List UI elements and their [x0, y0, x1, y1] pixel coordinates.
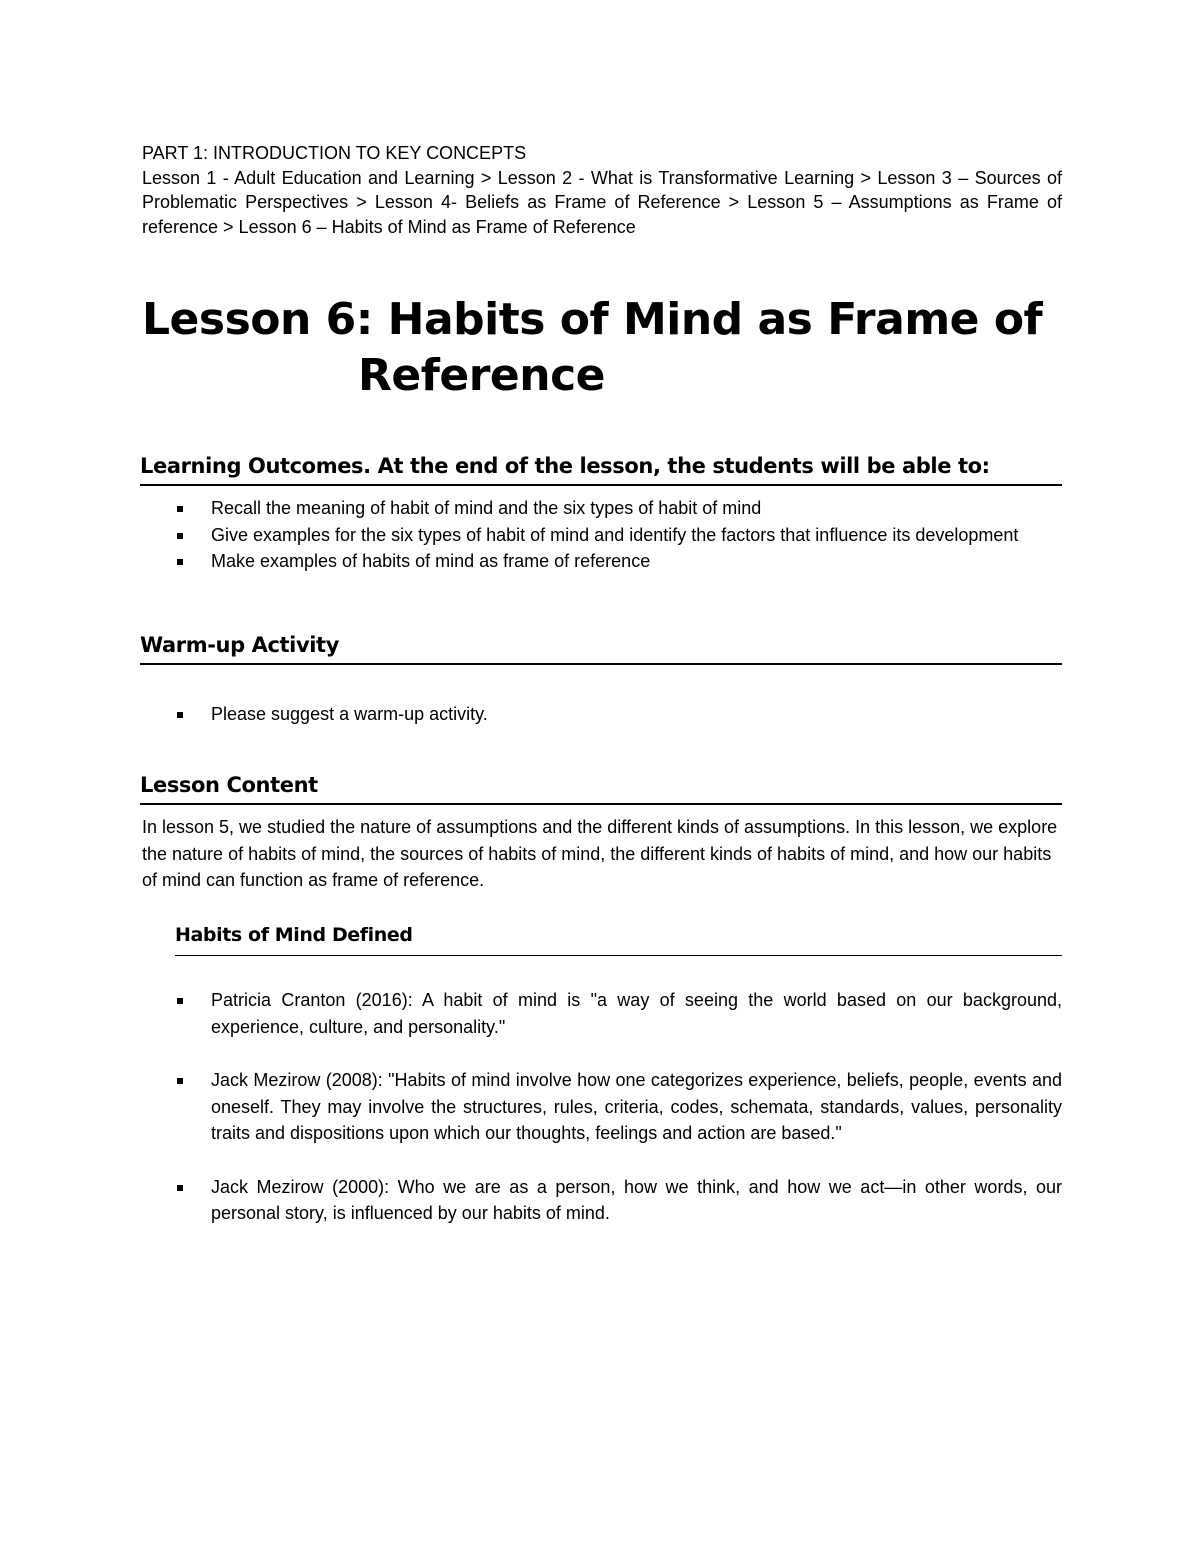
habits-defined-heading: Habits of Mind Defined	[175, 921, 1062, 956]
warm-up-list	[175, 701, 1062, 728]
list-item-text: Make examples of habits of mind as frame of reference	[211, 551, 651, 571]
lesson-content-heading: Lesson Content	[140, 771, 1062, 805]
list-item-text: Please suggest a warm-up activity.	[211, 704, 488, 724]
list-item-text: Jack Mezirow (2008): "Habits of mind involve how one categorizes experience, beliefs, people, events and oneself. They may involve the structures, rules, criteria, codes, schemata, standards, values, personality traits and dispositions upon which our thoughts, feelings and action are based."	[211, 1070, 1062, 1143]
list-item	[175, 1174, 1062, 1227]
habits-defined-list	[175, 987, 1062, 1254]
list-item	[175, 522, 1062, 549]
list-item	[175, 987, 1062, 1040]
square-bullet-icon	[177, 712, 183, 718]
learning-outcomes-heading: Learning Outcomes. At the end of the lesson, the students will be able to:	[140, 452, 1062, 486]
list-item-text: Recall the meaning of habit of mind and the six types of habit of mind	[211, 498, 762, 518]
page-title-line-1: Lesson 6: Habits of Mind as Frame of	[142, 294, 1043, 345]
part-title: PART 1: INTRODUCTION TO KEY CONCEPTS	[142, 143, 527, 163]
list-item	[175, 1067, 1062, 1147]
list-item	[175, 701, 1062, 728]
square-bullet-icon	[177, 506, 183, 512]
page-title-line-2: Reference	[358, 350, 605, 401]
list-item	[175, 548, 1062, 575]
square-bullet-icon	[177, 998, 183, 1004]
lesson-content-paragraph: In lesson 5, we studied the nature of assumptions and the different kinds of assumptions. In this lesson, we explore the nature of habits of mind, the sources of habits of mind, the different kinds of habits of mind, and how our habits of mind can function as frame of reference.	[142, 817, 1058, 890]
warm-up-heading: Warm-up Activity	[140, 631, 1062, 665]
list-item-text: Jack Mezirow (2000): Who we are as a person, how we think, and how we act—in other words, our personal story, is influenced by our habits of mind.	[211, 1176, 1062, 1223]
square-bullet-icon	[177, 533, 183, 539]
list-item	[175, 495, 1062, 522]
page-title	[142, 292, 1062, 404]
list-item-text: Patricia Cranton (2016): A habit of mind is "a way of seeing the world based on our background, experience, culture, and personality."	[211, 990, 1062, 1037]
square-bullet-icon	[177, 1078, 183, 1084]
lesson-trail: Lesson 1 - Adult Education and Learning > Lesson 2 - What is Transformative Learning > Lesson 3 – Sources of Problematic Perspectives > Lesson 4- Beliefs as Frame of Reference > Lesson 5 – Assumptions as Frame of reference > Lesson 6 – Habits of Mind as Frame of Reference	[142, 167, 1062, 237]
breadcrumb	[142, 141, 1062, 239]
square-bullet-icon	[177, 1185, 183, 1191]
list-item-text: Give examples for the six types of habit of mind and identify the factors that influence its development	[211, 524, 1019, 545]
square-bullet-icon	[177, 559, 183, 565]
learning-outcomes-list	[175, 495, 1062, 575]
